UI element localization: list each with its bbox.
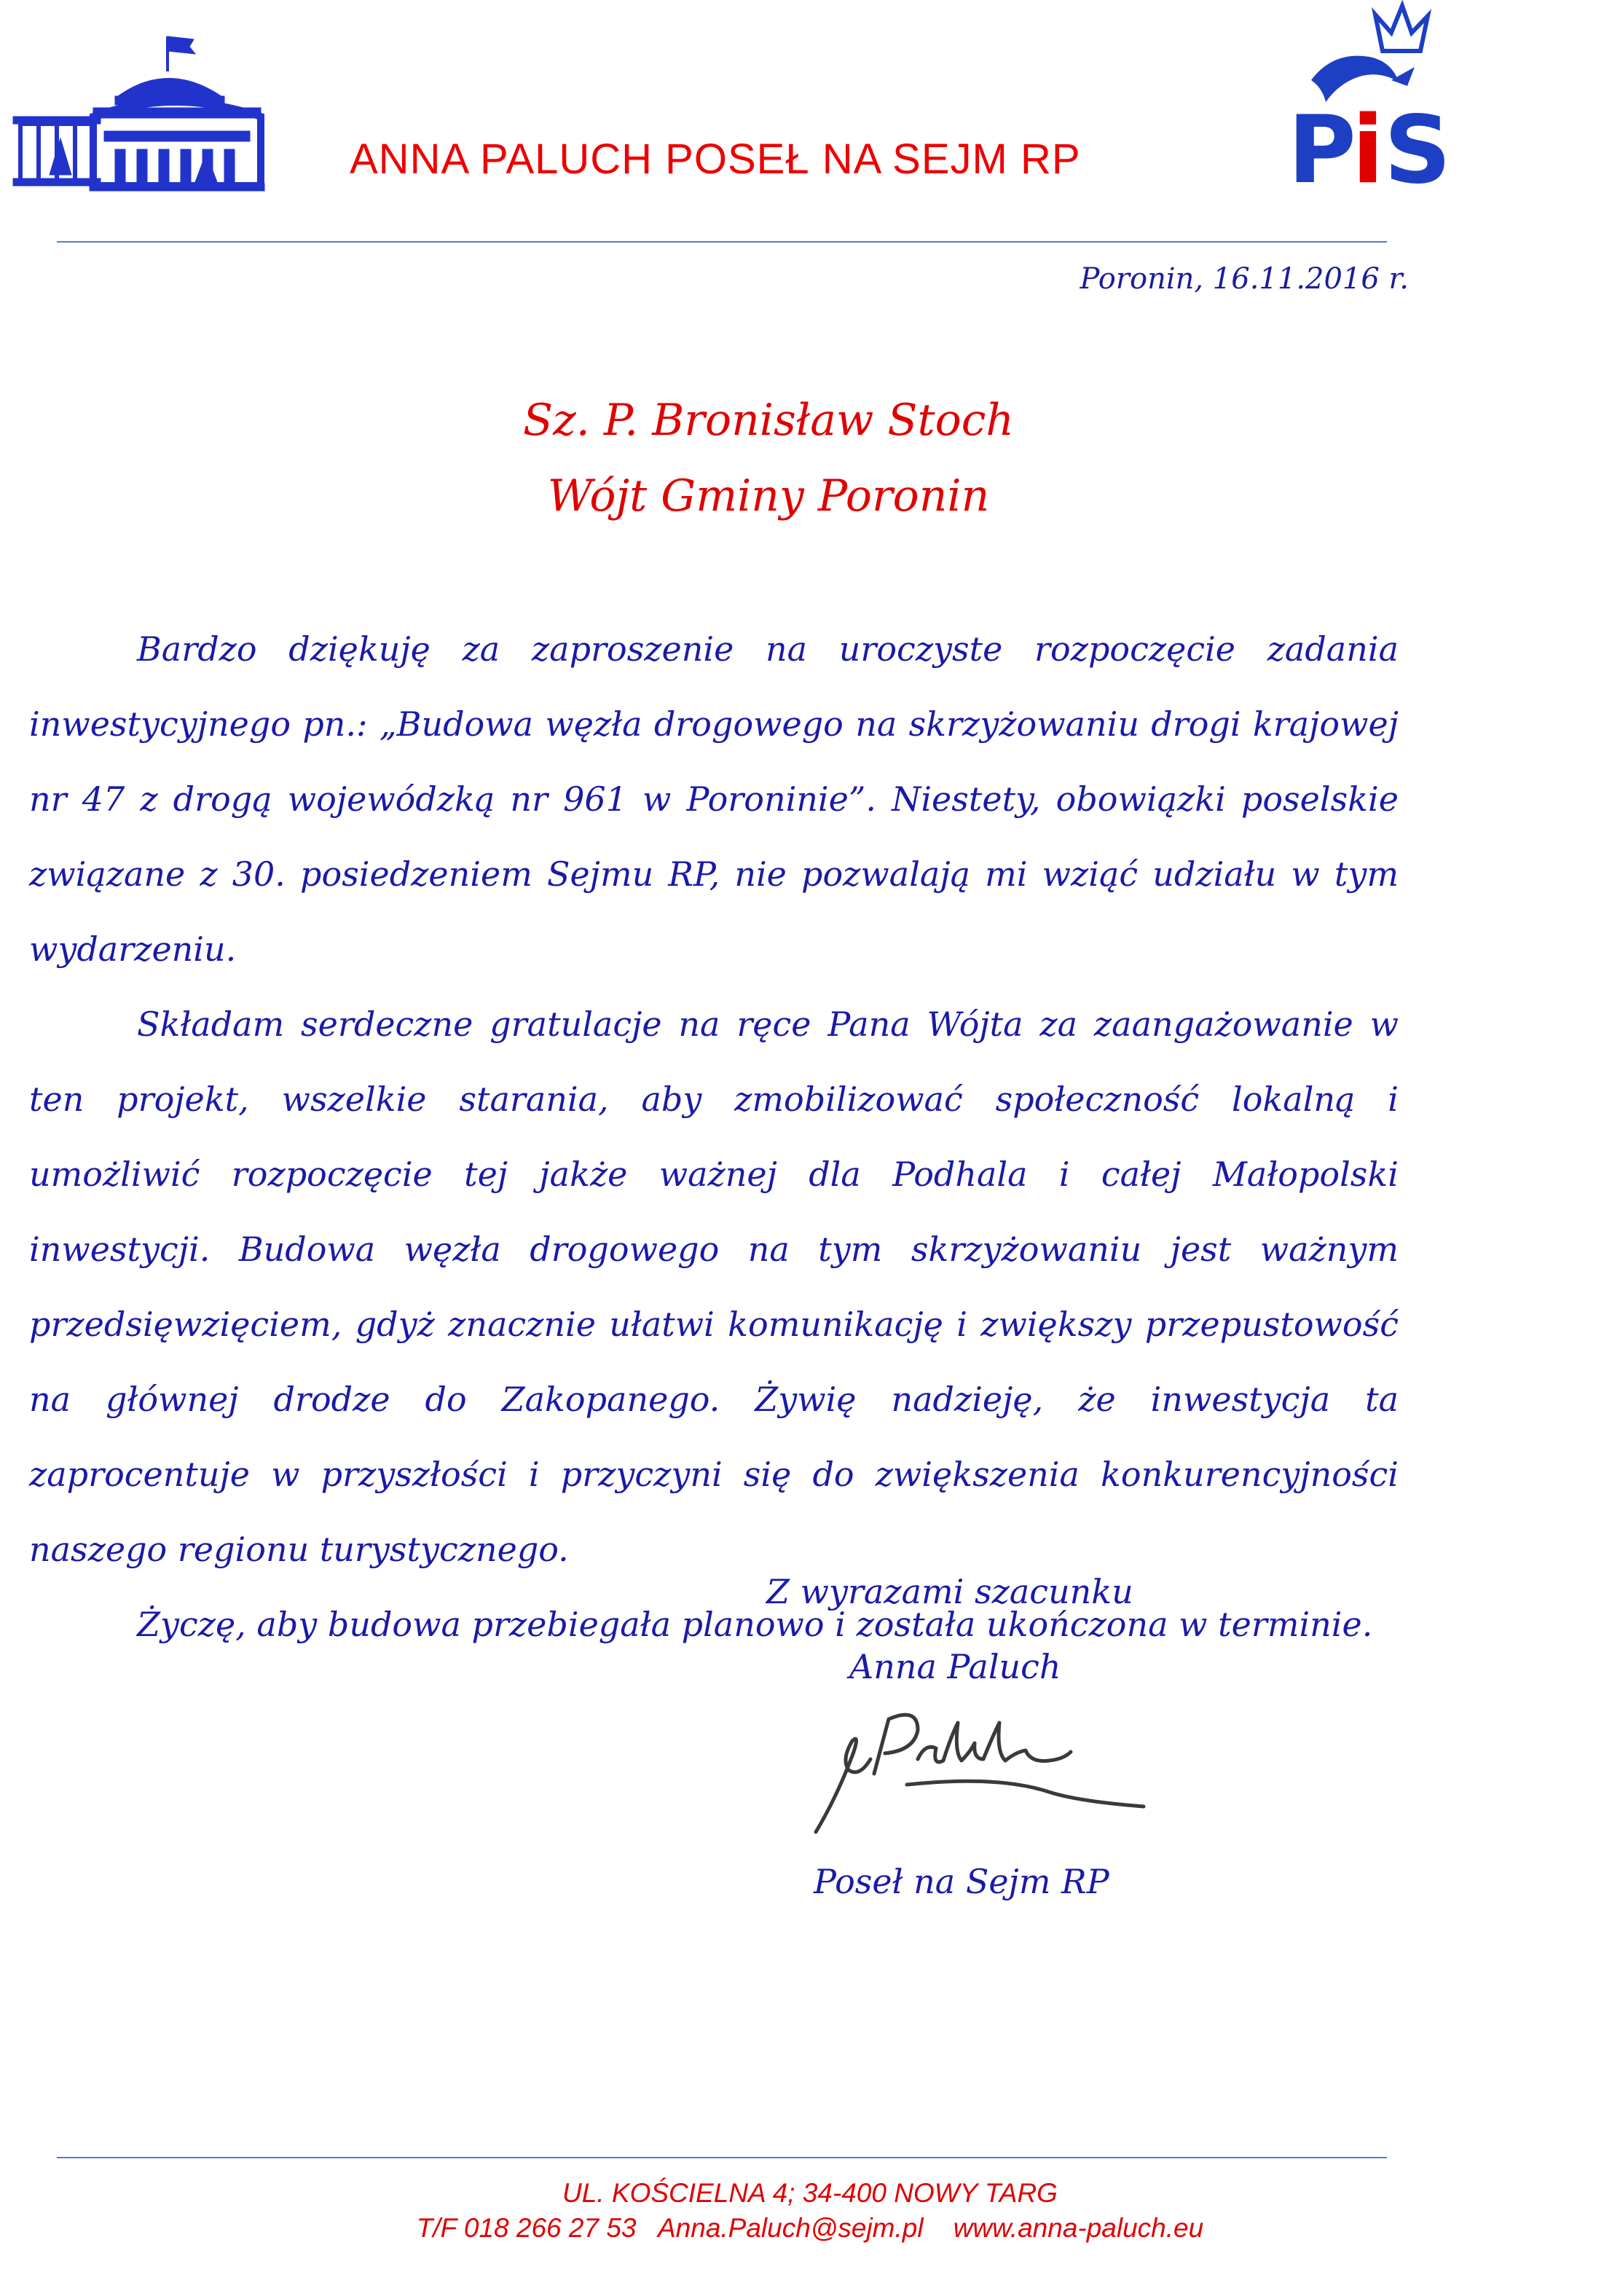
svg-text:i: i — [1352, 96, 1384, 191]
header-title: ANNA PALUCH POSEŁ NA SEJM RP — [350, 135, 1081, 183]
letter-body — [29, 612, 1399, 1662]
addressee-title: Wójt Gminy Poronin — [547, 471, 990, 522]
svg-text:P: P — [1288, 96, 1356, 191]
body-paragraph: Bardzo dziękuję za zaproszenie na uroczyste rozpoczęcie zadania inwestycyjnego pn.: „Budowa węzła drogowego na skrzyżowaniu drogi krajowej nr 47 z drogą wojewódzką nr 961 w Poroninie”. Niestety, obowiązki poselskie związane z 30. posiedzeniem Sejmu RP, nie pozwalają mi wziąć udziału w tym wydarzeniu. — [29, 629, 1399, 969]
signer-title: Poseł na Sejm RP — [814, 1862, 1109, 1901]
signer-name: Anna Paluch — [849, 1647, 1061, 1686]
pis-logo-icon — [1282, 0, 1471, 191]
body-paragraph: Życzę, aby budowa przebiegała planowo i została ukończona w terminie. — [137, 1605, 1373, 1644]
footer-email[interactable]: Anna.Paluch@sejm.pl — [657, 2213, 924, 2243]
svg-text:S: S — [1384, 96, 1452, 191]
footer-divider — [57, 2157, 1387, 2158]
letter-date: Poronin, 16.11.2016 r. — [1080, 262, 1409, 296]
footer-address: UL. KOŚCIELNA 4; 34-400 NOWY TARG — [562, 2178, 1058, 2208]
closing-line: Z wyrazami szacunku — [766, 1572, 1133, 1611]
footer-phone: T/F 018 266 27 53 — [416, 2213, 637, 2243]
handwritten-signature-icon — [809, 1708, 1151, 1839]
header-divider — [57, 241, 1387, 243]
footer-website[interactable]: www.anna-paluch.eu — [953, 2213, 1204, 2243]
footer-contact — [0, 2213, 1620, 2244]
sejm-building-icon — [6, 29, 268, 204]
addressee-name: Sz. P. Bronisław Stoch — [523, 395, 1014, 446]
body-paragraph: Składam serdeczne gratulacje na ręce Pana Wójta za zaangażowanie w ten projekt, wszelkie starania, aby zmobilizować społeczność lokalną i umożliwić rozpoczęcie tej jakże ważnej dla Podhala i całej Małopolski inwestycji. Budowa węzła drogowego na tym skrzyżowaniu jest ważnym przedsięwzięciem, gdyż znacznie ułatwi komunikację i zwiększy przepustowość na głównej drodze do Zakopanego. Żywię nadzieję, że inwestycja ta zaprocentuje w przyszłości i przyczyni się do zwiększenia konkurencyjności naszego regionu turystycznego. — [29, 1004, 1399, 1569]
